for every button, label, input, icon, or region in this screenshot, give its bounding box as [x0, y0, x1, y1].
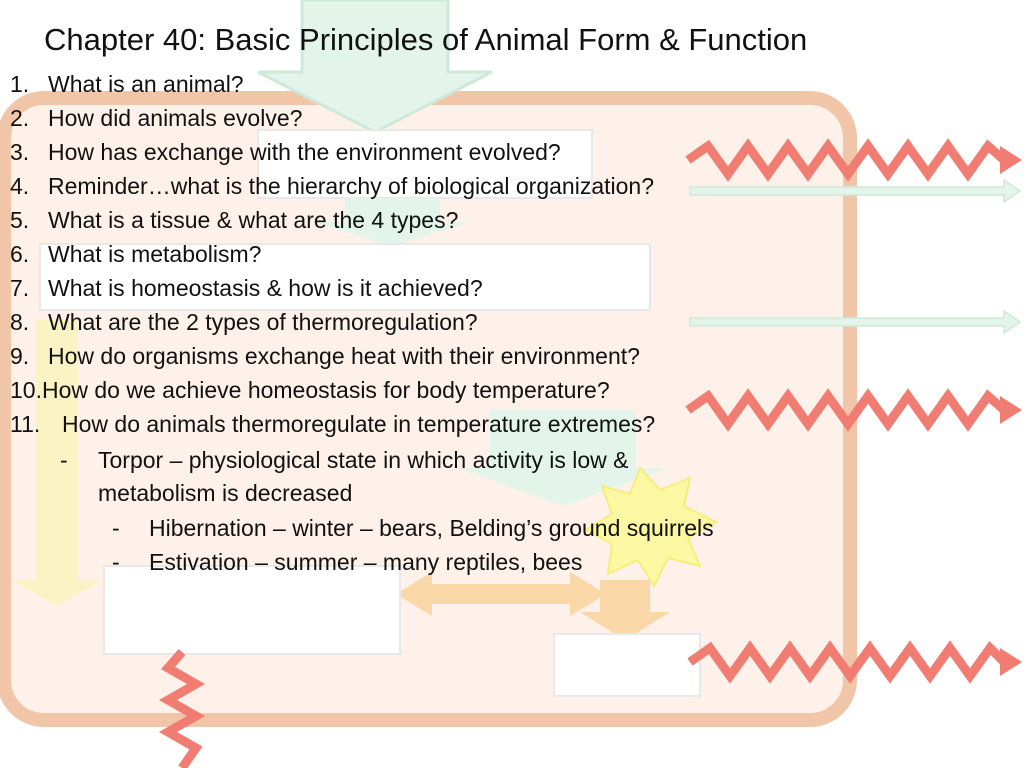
question-item [10, 205, 458, 235]
question-item [10, 409, 655, 439]
torpor-line-2: metabolism is decreased [98, 480, 353, 506]
question-item [10, 273, 483, 303]
question-item [10, 137, 561, 167]
question-text: What is a tissue & what are the 4 types? [48, 207, 459, 233]
torpor-line-1: Torpor – physiological state in which activity is low & [98, 447, 629, 473]
question-text: How do animals thermoregulate in temperature extremes? [62, 411, 656, 437]
subitem-text: Estivation – summer – many reptiles, bees [149, 549, 583, 575]
question-item [10, 307, 478, 337]
question-text: How has exchange with the environment evolved? [48, 139, 561, 165]
question-number: 3. [10, 139, 30, 165]
subitem-estivation [112, 547, 872, 579]
question-number: 11. [10, 411, 41, 437]
question-number: 9. [10, 343, 30, 369]
question-number: 6. [10, 241, 30, 267]
question-number: 4. [10, 173, 30, 199]
bullet-dash: - [112, 549, 120, 575]
subitem-hibernation [112, 513, 872, 545]
bullet-dash: - [60, 447, 68, 473]
slide-title: Chapter 40: Basic Principles of Animal Form & Function [44, 22, 808, 57]
question-number: 2. [10, 105, 30, 131]
question-text: What is an animal? [48, 71, 244, 97]
question-item [10, 103, 302, 133]
question-text: Reminder…what is the hierarchy of biological organization? [48, 173, 654, 199]
question-text: What is homeostasis & how is it achieved? [48, 275, 483, 301]
question-text: How did animals evolve? [48, 105, 303, 131]
question-number: 7. [10, 275, 30, 301]
question-number: 8. [10, 309, 30, 335]
question-text: How do we achieve homeostasis for body temperature? [41, 377, 610, 403]
question-text: How do organisms exchange heat with their environment? [48, 343, 640, 369]
question-number: 5. [10, 207, 30, 233]
subitem-text: Hibernation – winter – bears, Belding’s ground squirrels [149, 515, 714, 541]
torpor-item [60, 445, 780, 509]
question-item [10, 171, 654, 201]
question-text: What is metabolism? [48, 241, 262, 267]
question-item [10, 375, 610, 405]
question-item [10, 341, 640, 371]
question-item [10, 69, 244, 99]
bullet-dash: - [112, 515, 120, 541]
question-number: 1. [10, 71, 30, 97]
question-number: 10. [10, 377, 42, 403]
question-text: What are the 2 types of thermoregulation? [48, 309, 478, 335]
question-item [10, 239, 261, 269]
